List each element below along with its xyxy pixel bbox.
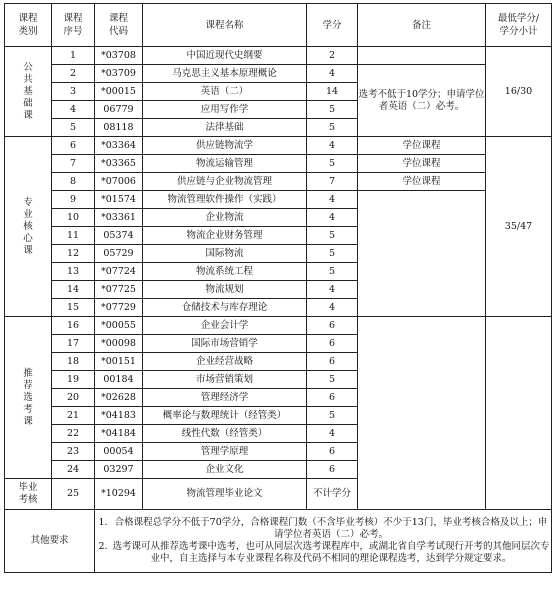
cell-name: 法律基础	[143, 119, 307, 137]
table-row	[5, 317, 552, 335]
cell-code: *03709	[95, 65, 143, 83]
requirement-text: 选考课可从推荐选考课中选考，也可从同层次选考课程库中，或湖北省自学考试现行开考的其他同层次专业中，自主选择与本专业课程名称及代码不相同的理论课程选考，达到学分规定要求。	[112, 541, 550, 564]
cell-credit: 6	[307, 353, 358, 371]
cell-name: 概率论与数理统计（经管类）	[143, 407, 307, 425]
cell-seq: 7	[52, 155, 95, 173]
cell-seq: 14	[52, 281, 95, 299]
cell-name: 物流管理软件操作（实践）	[143, 191, 307, 209]
requirement-text: 合格课程总学分不低于70学分，合格课程门数（不含毕业考核）不少于13门，毕业考核合格及以上；申请学位者英语（二）必考。	[114, 517, 548, 540]
cell-seq: 23	[52, 443, 95, 461]
cell-seq: 20	[52, 389, 95, 407]
cell-code: *03708	[95, 47, 143, 65]
cell-seq: 9	[52, 191, 95, 209]
cell-name: 中国近现代史纲要	[143, 47, 307, 65]
cell-credit: 6	[307, 443, 358, 461]
cell-credit: 6	[307, 317, 358, 335]
header-min-credits: 最低学分/ 学分小计	[486, 4, 552, 47]
requirement-item	[95, 541, 551, 565]
category-recommended: 推 荐 选 考 课	[5, 317, 52, 479]
cell-name: 物流管理毕业论文	[143, 479, 307, 510]
cell-name: 物流系统工程	[143, 263, 307, 281]
cell-credit: 4	[307, 209, 358, 227]
cell-credit: 5	[307, 155, 358, 173]
cell-code: *00151	[95, 353, 143, 371]
cell-name: 国际物流	[143, 245, 307, 263]
cell-credit: 6	[307, 389, 358, 407]
cell-code: 05729	[95, 245, 143, 263]
cell-note-empty	[358, 317, 486, 510]
cell-code: 05374	[95, 227, 143, 245]
cell-seq: 17	[52, 335, 95, 353]
cell-note-empty	[358, 47, 486, 65]
cell-code: *00015	[95, 83, 143, 101]
cell-seq: 8	[52, 173, 95, 191]
requirement-item	[95, 517, 551, 541]
cell-code: *03361	[95, 209, 143, 227]
cell-note-degree: 学位课程	[358, 173, 486, 191]
cell-code: *07006	[95, 173, 143, 191]
header-note: 备注	[358, 4, 486, 47]
other-requirements-label: 其他要求	[5, 510, 95, 573]
cell-seq: 22	[52, 425, 95, 443]
min-credits-major: 35/47	[486, 137, 552, 317]
cell-name: 马克思主义基本原理概论	[143, 65, 307, 83]
cell-name: 国际市场营销学	[143, 335, 307, 353]
cell-code: *07725	[95, 281, 143, 299]
cell-name: 市场营销策划	[143, 371, 307, 389]
category-public: 公 共 基 础 课	[5, 47, 52, 137]
cell-credit: 4	[307, 281, 358, 299]
cell-seq: 3	[52, 83, 95, 101]
cell-credit: 6	[307, 335, 358, 353]
header-seq: 课程 序号	[52, 4, 95, 47]
cell-credit: 5	[307, 245, 358, 263]
table-row	[5, 47, 552, 65]
cell-name: 英语（二）	[143, 83, 307, 101]
table-row-other-requirements	[5, 510, 552, 573]
cell-code: 06779	[95, 101, 143, 119]
cell-code: *04184	[95, 425, 143, 443]
requirement-number: 2.	[98, 541, 108, 552]
cell-name: 供应链物流学	[143, 137, 307, 155]
cell-code: *04183	[95, 407, 143, 425]
cell-name: 应用写作学	[143, 101, 307, 119]
cell-seq: 19	[52, 371, 95, 389]
cell-seq: 11	[52, 227, 95, 245]
cell-name: 管理学原理	[143, 443, 307, 461]
category-graduation: 毕业 考核	[5, 479, 52, 510]
cell-code: 00184	[95, 371, 143, 389]
cell-seq: 5	[52, 119, 95, 137]
cell-note-degree: 学位课程	[358, 155, 486, 173]
cell-credit: 5	[307, 101, 358, 119]
cell-seq: 18	[52, 353, 95, 371]
cell-credit: 4	[307, 299, 358, 317]
cell-name: 供应链与企业物流管理	[143, 173, 307, 191]
cell-name: 物流企业财务管理	[143, 227, 307, 245]
cell-code: 00054	[95, 443, 143, 461]
cell-code: *02628	[95, 389, 143, 407]
cell-name: 企业物流	[143, 209, 307, 227]
header-row	[5, 4, 552, 47]
cell-code: *00055	[95, 317, 143, 335]
cell-credit: 6	[307, 461, 358, 479]
cell-seq: 10	[52, 209, 95, 227]
header-category: 课程 类别	[5, 4, 52, 47]
cell-name: 企业会计学	[143, 317, 307, 335]
cell-credit: 2	[307, 47, 358, 65]
curriculum-table	[4, 3, 552, 573]
table-row	[5, 65, 552, 83]
cell-seq: 2	[52, 65, 95, 83]
cell-credit: 5	[307, 227, 358, 245]
cell-credit: 5	[307, 407, 358, 425]
cell-seq: 16	[52, 317, 95, 335]
header-credit: 学分	[307, 4, 358, 47]
note-public: 选考不低于10学分；申请学位者英语（二）必考。	[358, 65, 486, 137]
cell-note-empty	[358, 191, 486, 317]
cell-code: *10294	[95, 479, 143, 510]
cell-note-degree: 学位课程	[358, 137, 486, 155]
requirement-number: 1.	[98, 517, 108, 528]
cell-seq: 13	[52, 263, 95, 281]
cell-name: 仓储技术与库存理论	[143, 299, 307, 317]
cell-seq: 21	[52, 407, 95, 425]
cell-seq: 4	[52, 101, 95, 119]
cell-code: *01574	[95, 191, 143, 209]
cell-name: 企业经营战略	[143, 353, 307, 371]
table-row	[5, 191, 552, 209]
cell-min-empty	[486, 317, 552, 510]
cell-seq: 15	[52, 299, 95, 317]
cell-credit: 14	[307, 83, 358, 101]
cell-seq: 25	[52, 479, 95, 510]
min-credits-public: 16/30	[486, 47, 552, 137]
cell-credit: 5	[307, 119, 358, 137]
cell-seq: 6	[52, 137, 95, 155]
cell-seq: 24	[52, 461, 95, 479]
cell-code: *03365	[95, 155, 143, 173]
cell-credit: 5	[307, 263, 358, 281]
cell-name: 线性代数（经管类）	[143, 425, 307, 443]
cell-code: *03364	[95, 137, 143, 155]
cell-credit: 4	[307, 137, 358, 155]
table-row	[5, 173, 552, 191]
cell-credit: 5	[307, 371, 358, 389]
header-code: 课程 代码	[95, 4, 143, 47]
cell-code: *00098	[95, 335, 143, 353]
cell-code: *07724	[95, 263, 143, 281]
cell-credit: 4	[307, 191, 358, 209]
cell-credit: 7	[307, 173, 358, 191]
cell-name: 管理经济学	[143, 389, 307, 407]
cell-code: 03297	[95, 461, 143, 479]
category-major: 专 业 核 心 课	[5, 137, 52, 317]
other-requirements-content	[95, 510, 552, 573]
cell-name: 物流规划	[143, 281, 307, 299]
cell-credit: 4	[307, 425, 358, 443]
cell-name: 物流运输管理	[143, 155, 307, 173]
cell-seq: 1	[52, 47, 95, 65]
table-row	[5, 137, 552, 155]
cell-name: 企业文化	[143, 461, 307, 479]
cell-code: 08118	[95, 119, 143, 137]
cell-seq: 12	[52, 245, 95, 263]
table-row	[5, 155, 552, 173]
cell-credit: 不计学分	[307, 479, 358, 510]
cell-credit: 4	[307, 65, 358, 83]
header-name: 课程名称	[143, 4, 307, 47]
cell-code: *07729	[95, 299, 143, 317]
